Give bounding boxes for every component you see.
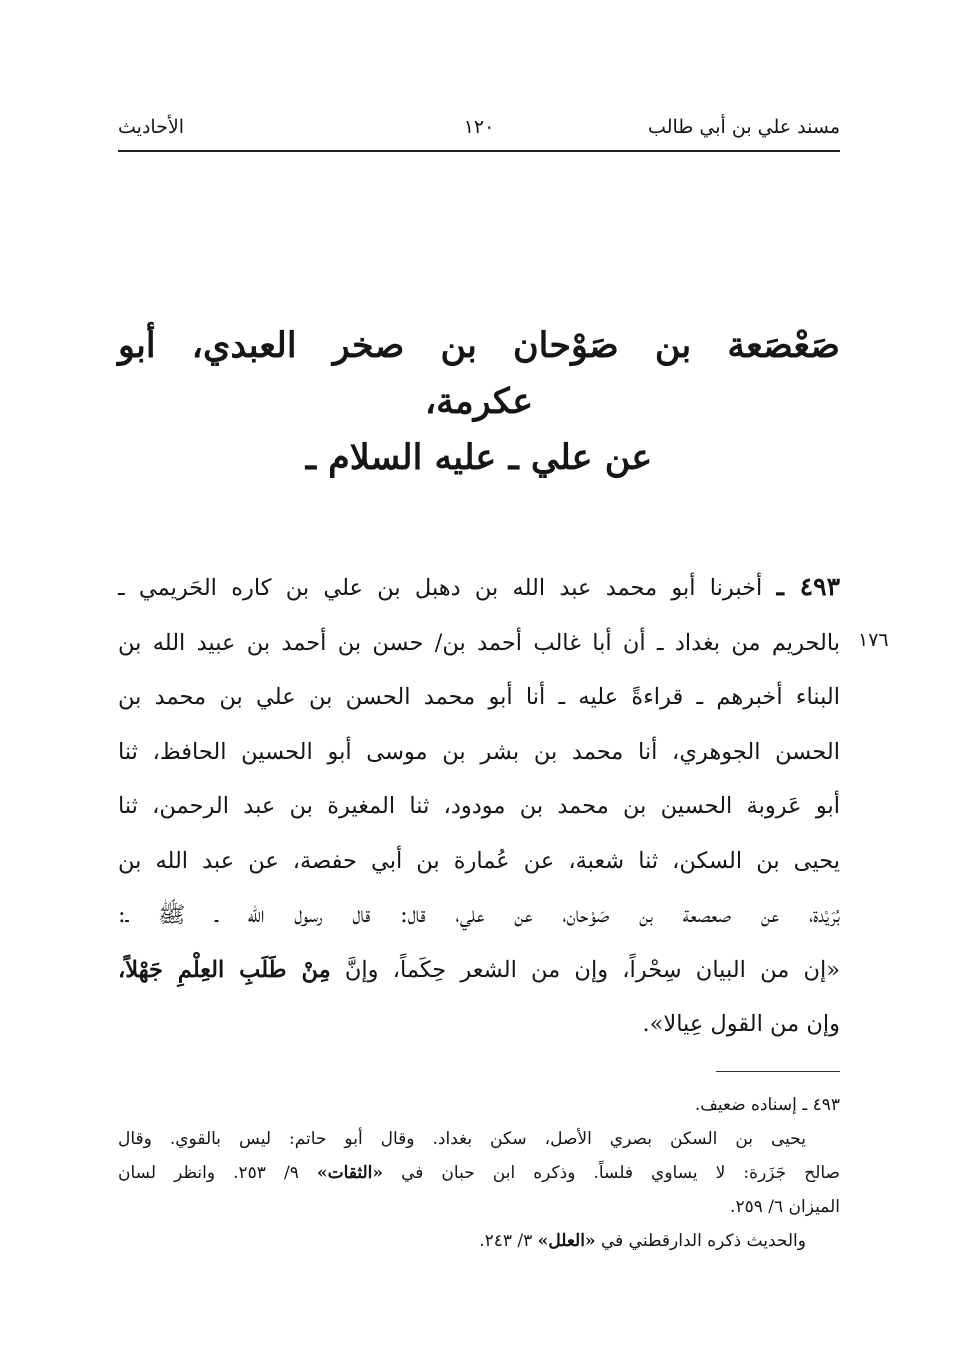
running-header xyxy=(118,116,840,146)
footnote-text: ٣/ ٢٤٣. xyxy=(479,1231,533,1251)
footnote-line xyxy=(118,1156,840,1190)
hadith-line: بُرَيْدة، عن صعصعة بن صَوْحان، عن علي، قال: قال رسول الله ـ ﷺ ـ: xyxy=(118,902,840,928)
footnote-line: الميزان ٦/ ٢٥٩. xyxy=(730,1197,840,1217)
chapter-title-line-1: صَعْصَعة بن صَوْحان بن صخر العبدي، أبو xyxy=(118,325,840,366)
hadith-line: يحيى بن السكن، ثنا شعبة، عن عُمارة بن أبي حفصة، عن عبد الله بن xyxy=(118,847,840,874)
hadith-line: الحسن الجوهري، أنا محمد بن بشر بن موسى أبو الحسين الحافظ، ثنا xyxy=(118,738,840,765)
hadith-line: البناء أخبرهم ـ قراءةً عليه ـ أنا أبو محمد الحسن بن علي بن محمد بن xyxy=(118,684,840,710)
header-rule xyxy=(118,150,840,152)
chapter-title xyxy=(118,318,840,486)
hadith-line: بالحريم من بغداد ـ أن أبا غالب أحمد بن/ حسن بن أحمد بن عبيد الله بن xyxy=(118,629,840,656)
hadith-line xyxy=(118,560,840,616)
hadith-line: أبو عَروبة الحسين بن محمد بن مودود، ثنا المغيرة بن عبد الرحمن، ثنا xyxy=(118,793,840,819)
chapter-title-line-2: عكرمة، xyxy=(424,381,534,422)
footnote-text: ٩/ ٢٥٣. وانظر لسان xyxy=(118,1163,299,1183)
footnote-text: والحديث ذكره الدارقطني في xyxy=(600,1231,806,1251)
hadith-number: ٤٩٣ ـ xyxy=(776,572,841,601)
hadith-line-text: أخبرنا أبو محمد عبد الله بن دهبل بن علي بن كاره الحَريمي ـ xyxy=(118,575,763,601)
footnote-line xyxy=(118,1224,840,1258)
quote-text: «إن من البيان سِحْراً، وإن من الشعر حِكَماً، وإنَّ xyxy=(344,956,840,983)
book-reference: «الثقات» xyxy=(316,1163,384,1183)
margin-page-reference: ١٧٦ xyxy=(858,629,889,651)
hadith-text xyxy=(118,560,840,1052)
book-title-header: مسند علي بن أبي طالب xyxy=(648,116,840,138)
page-number: ١٢٠ xyxy=(463,116,495,138)
hadith-quote-line xyxy=(118,943,840,998)
footnote-line: ٤٩٣ ـ إسناده ضعيف. xyxy=(694,1095,840,1115)
footnotes xyxy=(118,1088,840,1258)
chapter-title-line-3: عن علي ـ عليه السلام ـ xyxy=(305,437,653,478)
book-reference: «العلل» xyxy=(537,1231,596,1251)
quote-bold-text: مِنْ طَلَبِ العِلْمِ جَهْلاً، xyxy=(118,956,331,983)
footnote-rule xyxy=(716,1071,840,1072)
section-header: الأحاديث xyxy=(118,116,185,138)
footnote-line: يحيى بن السكن بصري الأصل، سكن بغداد. وقال أبو حاتم: ليس بالقوي. وقال xyxy=(118,1129,806,1149)
footnote-text: صالح جَزَرة: لا يساوي فلساً. وذكره ابن حبان في xyxy=(401,1163,840,1183)
hadith-last-line: وإن من القول عِيالا». xyxy=(642,1011,840,1037)
